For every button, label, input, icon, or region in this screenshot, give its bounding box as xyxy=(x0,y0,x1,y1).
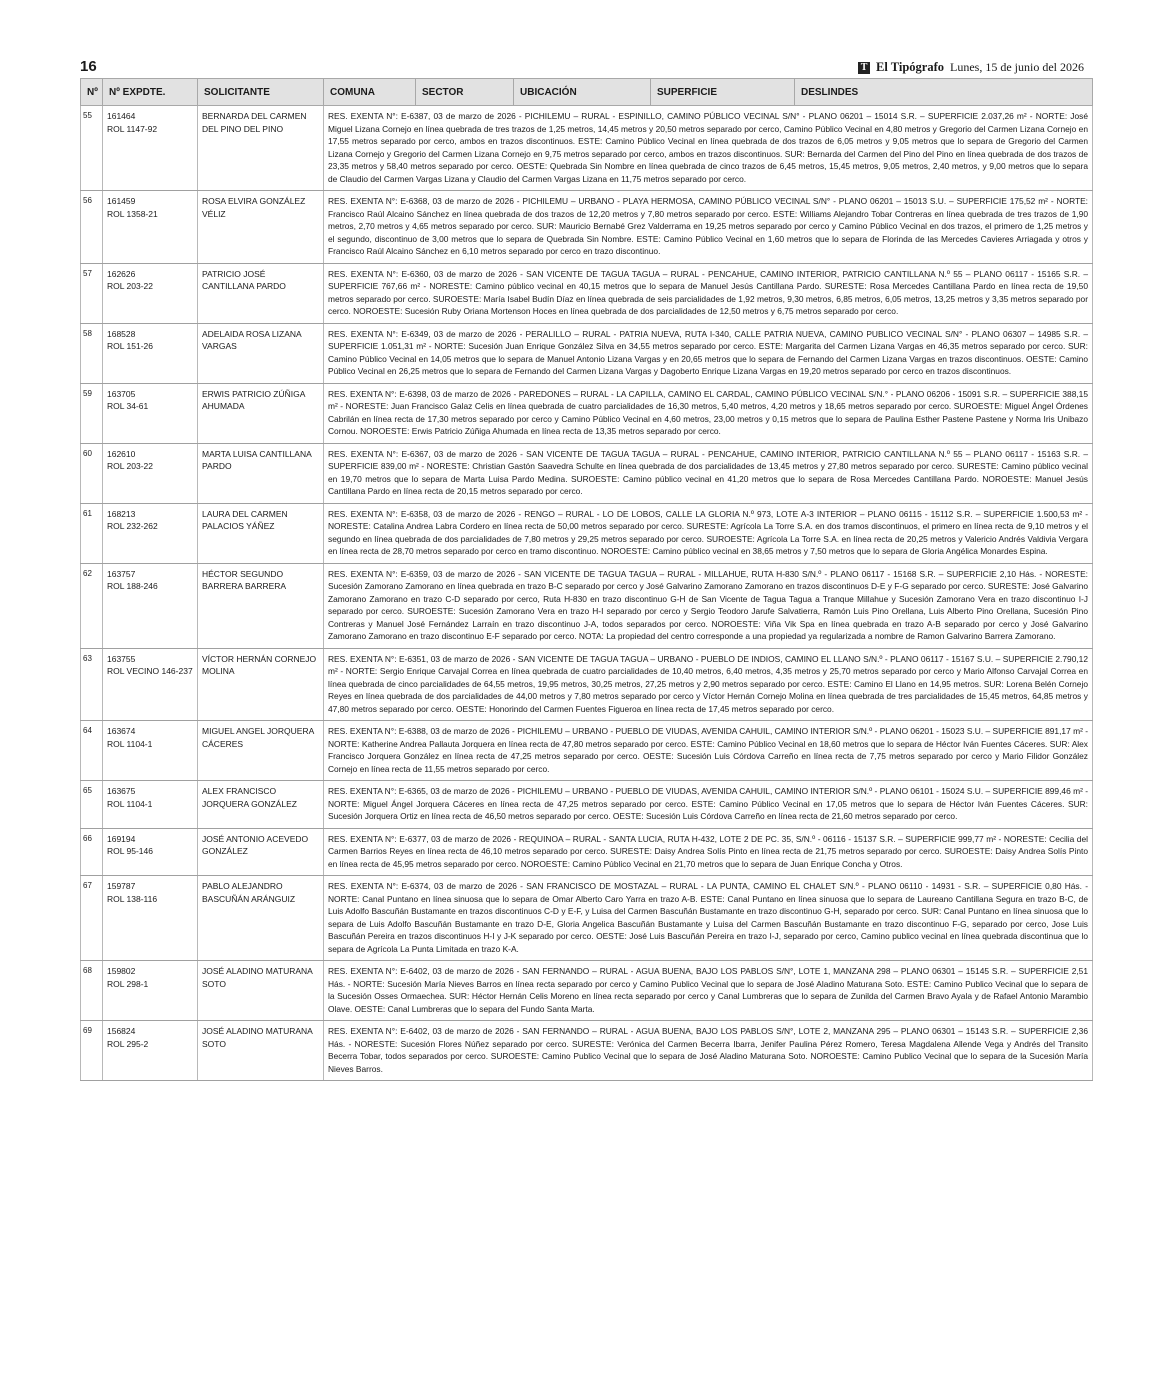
expediente-cell xyxy=(103,383,198,443)
rol-number: ROL 203-22 xyxy=(107,281,153,291)
table-row xyxy=(81,323,1093,383)
resolution-description: RES. EXENTA N°: E-6387, 03 de marzo de 2026 - PICHILEMU – RURAL - ESPINILLO, CAMINO PÚBLICO VECINAL S/N° - PLANO 06201 – 15014 S.R. – SUPERFICIE 2.037,26 m² - NORTE: José Miguel Lizana Cornejo en línea quebrada de tres trazos de 1,25 metros, 14,45 metros y 20,50 metros separado por cerco, Camino Público Vecinal en 4,80 metros y Gregorio del Carmen Lizana Cornejo en 17,55 metros separado por cerco, ambos en trazos discontinuos. ESTE: Camino Público Vecinal en línea quebrada de dos trazos de 6,05 metros y 9,05 metros que lo separa de Gregorio del Carmen Lizana Cornejo y Gregorio del Carmen Lizana Cornejo en 9,75 metros separado por cerco, ambos en trazos discontinuos. SUR: Bernarda del Carmen del Pino del Pino en línea quebrada de dos trazos de 23,35 metros y 58,40 metros separado por cerco. OESTE: Quebrada Sin Nombre en línea quebrada de cinco trazos de 6,45 metros, 15,45 metros, 9,05 metros, 2,40 metros, y 9,00 metros que lo separa de Claudio del Carmen Vargas Lizana y Claudio del Carmen Vargas Lizana en 11,75 metros separado por cerco. xyxy=(324,106,1093,191)
solicitante-name: BERNARDA DEL CARMEN DEL PINO DEL PINO xyxy=(198,106,324,191)
row-number: 69 xyxy=(81,1021,103,1081)
publication-date: Lunes, 15 de junio del 2026 xyxy=(950,60,1084,74)
rol-number: ROL 1358-21 xyxy=(107,208,158,219)
row-number: 61 xyxy=(81,503,103,563)
resolution-description: RES. EXENTA N°: E-6377, 03 de marzo de 2026 - REQUINOA – RURAL - SANTA LUCIA, RUTA H-432, LOTE 2 DE PC. 35, S/N.º - 06116 - 15137 S.R. – SUPERFICIE 999,77 m² - NORESTE: Cecilia del Carmen Barrios Reyes en línea recta de 46,10 metros separado por cerco. SURESTE: Daisy Andrea Solís Pinto en línea recta de 21,75 metros separado por cerco. SUROESTE: Daisy Andrea Solís Pinto en línea recta de 45,95 metros separado por cerco. NOROESTE: Camino Público Vecinal en 21,70 metros que lo separa de Juan Enrique Concha y Otros. xyxy=(324,828,1093,876)
expediente-cell xyxy=(103,828,198,876)
row-number: 60 xyxy=(81,443,103,503)
column-header-expediente: Nº EXPDTE. xyxy=(103,79,198,106)
table-row xyxy=(81,828,1093,876)
expediente-cell xyxy=(103,563,198,648)
table-row xyxy=(81,961,1093,1021)
regularization-table xyxy=(80,78,1093,1081)
solicitante-name: JOSÉ ANTONIO ACEVEDO GONZÁLEZ xyxy=(198,828,324,876)
expediente-number: 163674 xyxy=(107,726,136,736)
expediente-number: 159802 xyxy=(107,966,136,976)
rol-number: ROL 188-246 xyxy=(107,581,158,591)
rol-number: ROL 138-116 xyxy=(107,893,158,904)
rol-number: ROL 95-146 xyxy=(107,846,153,856)
solicitante-name: MIGUEL ANGEL JORQUERA CÁCERES xyxy=(198,721,324,781)
expediente-cell xyxy=(103,106,198,191)
expediente-cell xyxy=(103,191,198,264)
expediente-cell xyxy=(103,1021,198,1081)
expediente-cell xyxy=(103,263,198,323)
column-header-superficie: SUPERFICIE xyxy=(651,79,795,106)
row-number: 62 xyxy=(81,563,103,648)
rol-number: ROL 151-26 xyxy=(107,341,153,351)
expediente-number: 169194 xyxy=(107,833,136,844)
table-header-row xyxy=(81,79,1093,106)
table-row xyxy=(81,876,1093,961)
solicitante-name: ADELAIDA ROSA LIZANA VARGAS xyxy=(198,323,324,383)
expediente-cell xyxy=(103,876,198,961)
rol-number: ROL 203-22 xyxy=(107,461,153,471)
solicitante-name: JOSÉ ALADINO MATURANA SOTO xyxy=(198,961,324,1021)
solicitante-name: PABLO ALEJANDRO BASCUÑÁN ARÁNGUIZ xyxy=(198,876,324,961)
resolution-description: RES. EXENTA N°: E-6360, 03 de marzo de 2026 - SAN VICENTE DE TAGUA TAGUA – RURAL - PENCAHUE, CAMINO INTERIOR, PATRICIO CANTILLANA N.º 55 – PLANO 06117 - 15165 S.R. – SUPERFICIE 767,66 m² - NORESTE: Camino público vecinal en 40,15 metros que lo separa de Manuel Jesús Cantillana Pardo. SURESTE: Rosa Mercedes Cantillana Pardo en línea recta de 19,50 metros separado por cerco. SUROESTE: María Isabel Budín Díaz en línea quebrada de seis parcialidades de 1,92 metros, 9,30 metros, 6,85 metros, 6,05 metros, 13,25 metros y 3,35 metros separado por cerco. NOROESTE: Sucesión Ruby Oriana Mortenson Hoces en línea quebrada de dos parcialidades de 12,50 metros y 6,75 metros separado por cerco. xyxy=(324,263,1093,323)
rol-number: ROL VECINO 146-237 xyxy=(107,666,193,676)
table-row xyxy=(81,721,1093,781)
page-number: 16 xyxy=(80,58,97,75)
row-number: 66 xyxy=(81,828,103,876)
rol-number: ROL 232-262 xyxy=(107,521,158,531)
resolution-description: RES. EXENTA N°: E-6402, 03 de marzo de 2026 - SAN FERNANDO – RURAL - AGUA BUENA, BAJO LOS PABLOS S/N°, LOTE 1, MANZANA 298 – PLANO 06301 – 15145 S.R. – SUPERFICIE 2,51 Hás. - NORTE: Sucesión María Nieves Barros en línea recta separado por cerco y Camino Publico Vecinal que lo separa de José Aladino Maturana Soto. ESTE: Camino Publico Vecinal que lo separa de la Sucesión Osses Ormaechea. SUR: Héctor Hernán Celis Moreno en línea recta separado por cerco y Canal Lumbreras que lo separa de Zunilda del Carmen Bravo Ayala y de Rafael Antonio Marambio Olave. OESTE: Canal Lumbreras que lo separa del Fundo Santa Marta. xyxy=(324,961,1093,1021)
solicitante-name: ROSA ELVIRA GONZÁLEZ VÉLIZ xyxy=(198,191,324,264)
row-number: 64 xyxy=(81,721,103,781)
table-row xyxy=(81,648,1093,721)
expediente-cell xyxy=(103,648,198,721)
solicitante-name: VÍCTOR HERNÁN CORNEJO MOLINA xyxy=(198,648,324,721)
solicitante-name: ALEX FRANCISCO JORQUERA GONZÁLEZ xyxy=(198,781,324,829)
expediente-number: 159787 xyxy=(107,881,136,891)
table-row xyxy=(81,781,1093,829)
expediente-number: 163705 xyxy=(107,388,136,399)
row-number: 68 xyxy=(81,961,103,1021)
table-row xyxy=(81,503,1093,563)
rol-number: ROL 1147-92 xyxy=(107,123,158,134)
rol-number: ROL 1104-1 xyxy=(107,738,153,749)
rol-number: ROL 295-2 xyxy=(107,1038,149,1049)
column-header-number: Nº xyxy=(81,79,103,106)
column-header-solicitante: SOLICITANTE xyxy=(198,79,324,106)
expediente-number: 163675 xyxy=(107,786,136,796)
row-number: 57 xyxy=(81,263,103,323)
table-row xyxy=(81,443,1093,503)
resolution-description: RES. EXENTA N°: E-6365, 03 de marzo de 2026 - PICHILEMU – URBANO - PUEBLO DE VIUDAS, AVENIDA CAHUIL, CAMINO INTERIOR S/N.º - PLANO 06101 - 15024 S.U. – SUPERFICIE 899,46 m² - NORTE: Miguel Ángel Jorquera Cáceres en línea recta de 47,25 metros separado por cerco. ESTE: Camino Público Vecinal en 17,05 metros que lo separa de Héctor Iván Fuentes Cáceres. SUR: Sucesión Jorquera Ortiz en línea recta de 46,50 metros separado por cerco. OESTE: Sucesión Luis Córdova Carreño en línea recta de 21,60 metros separado por cerco. xyxy=(324,781,1093,829)
row-number: 67 xyxy=(81,876,103,961)
expediente-number: 156824 xyxy=(107,1026,136,1036)
resolution-description: RES. EXENTA N°: E-6349, 03 de marzo de 2026 - PERALILLO – RURAL - PATRIA NUEVA, RUTA I-340, CALLE PATRIA NUEVA, CAMINO PUBLICO VECINAL S/N° - PLANO 06307 – 14985 S.R. – SUPERFICIE 1.051,31 m² - NORTE: Sucesión Juan Enrique González Silva en 34,55 metros separado por cerco. ESTE: Margarita del Carmen Lizana Vargas en 46,35 metros separado por cerco. SUR: Camino Público Vecinal en 14,05 metros que lo separa de Manuel Antonio Lizana Vargas y en 20,65 metros que lo separa de Fernando del Carmen Lizana Vargas en trazos discontinuos. OESTE: Camino Público Vecinal en 26,25 metros que lo separa de Fernando del Carmen Lizana Vargas y Dagoberto Enrique Lizana Vargas en 19,20 metros separado por cerco en trazos discontinuos. xyxy=(324,323,1093,383)
expediente-number: 168213 xyxy=(107,508,136,519)
resolution-description: RES. EXENTA N°: E-6398, 03 de marzo de 2026 - PAREDONES – RURAL - LA CAPILLA, CAMINO EL CARDAL, CAMINO PÚBLICO VECINAL S/N.° - PLANO 06206 - 15091 S.R. – SUPERFICIE 388,15 m² - NORESTE: Juan Francisco Galaz Celis en línea quebrada de cuatro parcialidades de 16,30 metros, 5,40 metros, 4,20 metros y 18,65 metros separado por cerco. SUROESTE: Miguel Ángel Órdenes Cabrilán en línea recta de 17,30 metros separado por cerco y Camino Público Vecinal en 4,60 metros, 23,00 metros y 0,15 metros que lo separa de Paulina Esther Pastene Pastene y Norma Iris Unibazo Cornou. NOROESTE: Erwis Patricio Zúñiga Ahumada en línea recta de 13,35 metros separado por cerco. xyxy=(324,383,1093,443)
row-number: 65 xyxy=(81,781,103,829)
row-number: 59 xyxy=(81,383,103,443)
row-number: 56 xyxy=(81,191,103,264)
column-header-sector: SECTOR xyxy=(416,79,514,106)
expediente-cell xyxy=(103,323,198,383)
solicitante-name: JOSÉ ALADINO MATURANA SOTO xyxy=(198,1021,324,1081)
rol-number: ROL 34-61 xyxy=(107,401,149,411)
table-row xyxy=(81,106,1093,191)
resolution-description: RES. EXENTA N°: E-6359, 03 de marzo de 2026 - SAN VICENTE DE TAGUA TAGUA – RURAL - MILLAHUE, RUTA H-830 S/N.º - PLANO 06117 - 15168 S.R. – SUPERFICIE 2,10 Hás. - NORESTE: Sucesión Zamorano Zamorano en línea quebrada en trazo B-C separado por cerco y José Galvarino Zamorano Zamorano en trazos discontinuos D-E y F-G separado por cerco. SURESTE: José Galvarino Zamorano Zamorano en trazo C-D separado por cerco, Ruta H-830 en trazo discontinuo G-H de San Vicente de Tagua Tagua a Tranque Millahue y Sucesión Zamorano Vera en trazo discontinuo I-J separado por cerco. SUROESTE: Sucesión Zamorano Vera en trazo H-I separado por cerco y Sergio Teodoro Jarufe Salvatierra, Ramón Luis Pino Orellana, Luis Alberto Pino Orellana, Sucesión Pino Contreras y Manuel José Fernández Larraín en trazo discontinuo J-A, todos separados por cerco. NOROESTE: Viña Vik Spa en línea quebrada en trazo A-B separado por cerco y José Galvarino Zamorano Zamorano en trazo discontinuo E-F separado por cerco. NOTA: La propiedad del centro corresponde a una propiedad ya regularizada a nombre de Ramon Galvarino Barrera Zamorano. xyxy=(324,563,1093,648)
solicitante-name: PATRICIO JOSÉ CANTILLANA PARDO xyxy=(198,263,324,323)
column-header-ubicacion: UBICACIÓN xyxy=(514,79,651,106)
newspaper-brand: El Tipógrafo xyxy=(876,60,945,74)
expediente-cell xyxy=(103,781,198,829)
newspaper-logo-icon: T xyxy=(858,62,870,74)
row-number: 58 xyxy=(81,323,103,383)
resolution-description: RES. EXENTA N°: E-6358, 03 de marzo de 2026 - RENGO – RURAL - LO DE LOBOS, CALLE LA GLORIA N.º 973, LOTE A-3 INTERIOR – PLANO 06115 - 15112 S.R. – SUPERFICIE 1.500,53 m² - NORESTE: Catalina Andrea Labra Cordero en línea recta de 50,00 metros separado por cerco. SURESTE: Agrícola La Torre S.A. en dos tramos discontinuos, el primero en línea recta de 9,10 metros y el segundo en línea quebrada de dos parcialidades de 7,80 metros y 29,25 metros separado por cerco. SUROESTE: Agrícola La Torre S.A. en línea recta de 20,25 metros y Valericio Andrés Valdivia Vergara en línea recta de 28,70 metros separado por cerco en tramo discontinuo. NOROESTE: Camino público vecinal en 38,65 metros y 7,50 metros que lo separa de Gloria Angélica Monardes Espina. xyxy=(324,503,1093,563)
resolution-description: RES. EXENTA N°: E-6402, 03 de marzo de 2026 - SAN FERNANDO – RURAL - AGUA BUENA, BAJO LOS PABLOS S/N°, LOTE 2, MANZANA 295 – PLANO 06301 – 15143 S.R. – SUPERFICIE 2,36 Hás. - NORESTE: Sucesión Flores Núñez separado por cerco. SURESTE: Verónica del Carmen Becerra Ibarra, Jenifer Paulina Pérez Romero, Teresa Magdalena Allende Vega y Andrés del Transito Becerra Tobar, todos separados por cerco. SUROESTE: Camino Publico Vecinal que lo separa de José Aladino Maturana Soto. NOROESTE: Camino Publico Vecinal que lo separa de la Sucesión María Nieves Barros. xyxy=(324,1021,1093,1081)
column-header-comuna: COMUNA xyxy=(324,79,416,106)
resolution-description: RES. EXENTA N°: E-6367, 03 de marzo de 2026 - SAN VICENTE DE TAGUA TAGUA – RURAL - PENCAHUE, CAMINO INTERIOR, PATRICIO CANTILLANA N.º 55 – PLANO 06117 - 15163 S.R. – SUPERFICIE 839,00 m² - NORESTE: Christian Gastón Saavedra Schulte en línea quebrada de dos parcialidades de 13,45 metros y 27,80 metros separado por cerco. SURESTE: Camino público vecinal en 19,70 metros que lo separa de Marta Luisa Pardo Medina. SUROESTE: Camino público vecinal en 41,20 metros que lo separa de Rosa Mercedes Cantillana Pardo. NOROESTE: Manuel Jesús Cantillana Pardo en línea recta de 20,15 metros separado por cerco. xyxy=(324,443,1093,503)
table-row xyxy=(81,191,1093,264)
resolution-description: RES. EXENTA N°: E-6374, 03 de marzo de 2026 - SAN FRANCISCO DE MOSTAZAL – RURAL - LA PUNTA, CAMINO EL CHALET S/N.º - PLANO 06110 - 14931 - S.R. – SUPERFICIE 0,80 Hás. - NORTE: Canal Puntano en línea sinuosa que lo separa de Omar Alberto Caro Yarra en trazo A-B. ESTE: Canal Puntano en línea sinuosa que lo separa de Laureano Cantillana Segura en trazo B-C, de Luis Adolfo Bascuñán Bustamante en trazos discontinuos C-D y E-F, y Luisa del Carmen Bascuñán Bustamante en trazo discontinuo G-H, separado por cerco. SUR: Canal Puntano en línea sinuosa que lo separa de Luis Adolfo Bascuñán Bustamante en trazo D-E, Gloria Angelica Bascuñán Bustamante y Luisa del Carmen Bascuñán Bustamante en trazo discontinuo F-G, separado por cerco, Jose Luis Bascuñán Pereira en trazos discontinuos H-I y J-K separado por cerco. OESTE: José Luis Bascuñán Pereira en trazo I-J, separado por cerco, Camino publico vecinal en línea quebrada discontinua que lo separa de Agrícola La Punta Limitada en trazo K-A. xyxy=(324,876,1093,961)
expediente-number: 161464 xyxy=(107,111,136,121)
solicitante-name: HÉCTOR SEGUNDO BARRERA BARRERA xyxy=(198,563,324,648)
resolution-description: RES. EXENTA N°: E-6388, 03 de marzo de 2026 - PICHILEMU – URBANO - PUEBLO DE VIUDAS, AVENIDA CAHUIL, CAMINO INTERIOR S/N.º - PLANO 06201 - 15023 S.U. – SUPERFICIE 891,17 m² - NORTE: Katherine Andrea Pallauta Jorquera en línea recta de 47,80 metros separado por cerco. ESTE: Camino Público Vecinal en 18,60 metros que lo separa de Héctor Iván Fuentes Cáceres. SUR: Alex Francisco Jorquera González en línea recta de 47,25 metros separado por cerco. OESTE: Sucesión Luis Córdova Carreño en línea recta de 7,75 metros separado por cerco y Mario Filidor González Cornejo en línea recta de 11,55 metros separado por cerco. xyxy=(324,721,1093,781)
rol-number: ROL 1104-1 xyxy=(107,798,153,809)
row-number: 55 xyxy=(81,106,103,191)
row-number: 63 xyxy=(81,648,103,721)
solicitante-name: MARTA LUISA CANTILLANA PARDO xyxy=(198,443,324,503)
table-row xyxy=(81,563,1093,648)
expediente-number: 162610 xyxy=(107,448,136,459)
solicitante-name: LAURA DEL CARMEN PALACIOS YÁÑEZ xyxy=(198,503,324,563)
rol-number: ROL 298-1 xyxy=(107,978,149,989)
expediente-cell xyxy=(103,443,198,503)
resolution-description: RES. EXENTA N°: E-6351, 03 de marzo de 2026 - SAN VICENTE DE TAGUA TAGUA – URBANO - PUEBLO DE INDIOS, CAMINO EL LLANO S/N.º - PLANO 06117 - 15167 S.U. – SUPERFICIE 2.790,12 m² - NORTE: Sergio Enrique Carvajal Correa en línea quebrada de cuatro parcialidades de 10,40 metros, 6,40 metros, 4,35 metros y 25,70 metros separado por cerco y Mario Alfonso Carvajal Correa en línea quebrada de cinco parcialidades de 64,55 metros, 19,95 metros, 30,25 metros, 27,25 metros y 2,90 metros separado por cerco. ESTE: Camino El Llano en 14,95 metros. SUR: Lorena Belén Cornejo Reyes en línea quebrada de dos parcialidades de 44,00 metros y 7,80 metros separado por cerco y Víctor Hernán Cornejo Molina en línea quebrada de tres parcialidades de 15,45 metros, 64,85 metros y 47,80 metros separado por cerco. OESTE: Honorindo del Carmen Fuentes Figueroa en línea recta de 17,45 metros separado por cerco. xyxy=(324,648,1093,721)
expediente-number: 162626 xyxy=(107,268,136,279)
expediente-cell xyxy=(103,961,198,1021)
resolution-description: RES. EXENTA N°: E-6368, 03 de marzo de 2026 - PICHILEMU – URBANO - PLAYA HERMOSA, CAMINO PÚBLICO VECINAL S/N° - PLANO 06201 – 15013 S.U. – SUPERFICIE 175,52 m² - NORTE: Francisco Raúl Alcaino Sánchez en línea quebrada de dos trazos de 12,20 metros y 7,80 metros separado por cerco. ESTE: Williams Alejandro Tobar Contreras en línea quebrada de tres trazos de 1,90 metros, 2,70 metros y 4,65 metros separado por cerco. SUR: Mauricio Bernabé Grez Valderrama en 19,25 metros separado por cerco y Camino Público Vecinal en dos trazos, el primero de 1,25 metros y el segundo, discontinuo de 3,00 metros que lo separa de Quebrada Sin Nombre. ESTE: Camino Público Vecinal en 1,60 metros que lo separa de Florinda de las Mercedes Cavieres Arriagada y otros y Francisco Raúl Alcaino Sánchez en 6,10 metros separado por cerco en trazo discontinuo. xyxy=(324,191,1093,264)
expediente-number: 163757 xyxy=(107,568,136,579)
expediente-cell xyxy=(103,503,198,563)
masthead xyxy=(858,60,1084,75)
column-header-deslindes: DESLINDES xyxy=(795,79,1093,106)
table-row xyxy=(81,1021,1093,1081)
expediente-number: 161459 xyxy=(107,196,136,206)
table-row xyxy=(81,263,1093,323)
solicitante-name: ERWIS PATRICIO ZÚÑIGA AHUMADA xyxy=(198,383,324,443)
table-row xyxy=(81,383,1093,443)
expediente-cell xyxy=(103,721,198,781)
expediente-number: 163755 xyxy=(107,653,136,664)
newspaper-page xyxy=(80,56,1092,1081)
expediente-number: 168528 xyxy=(107,328,136,339)
page-header xyxy=(80,56,1092,78)
table-body xyxy=(81,106,1093,1081)
